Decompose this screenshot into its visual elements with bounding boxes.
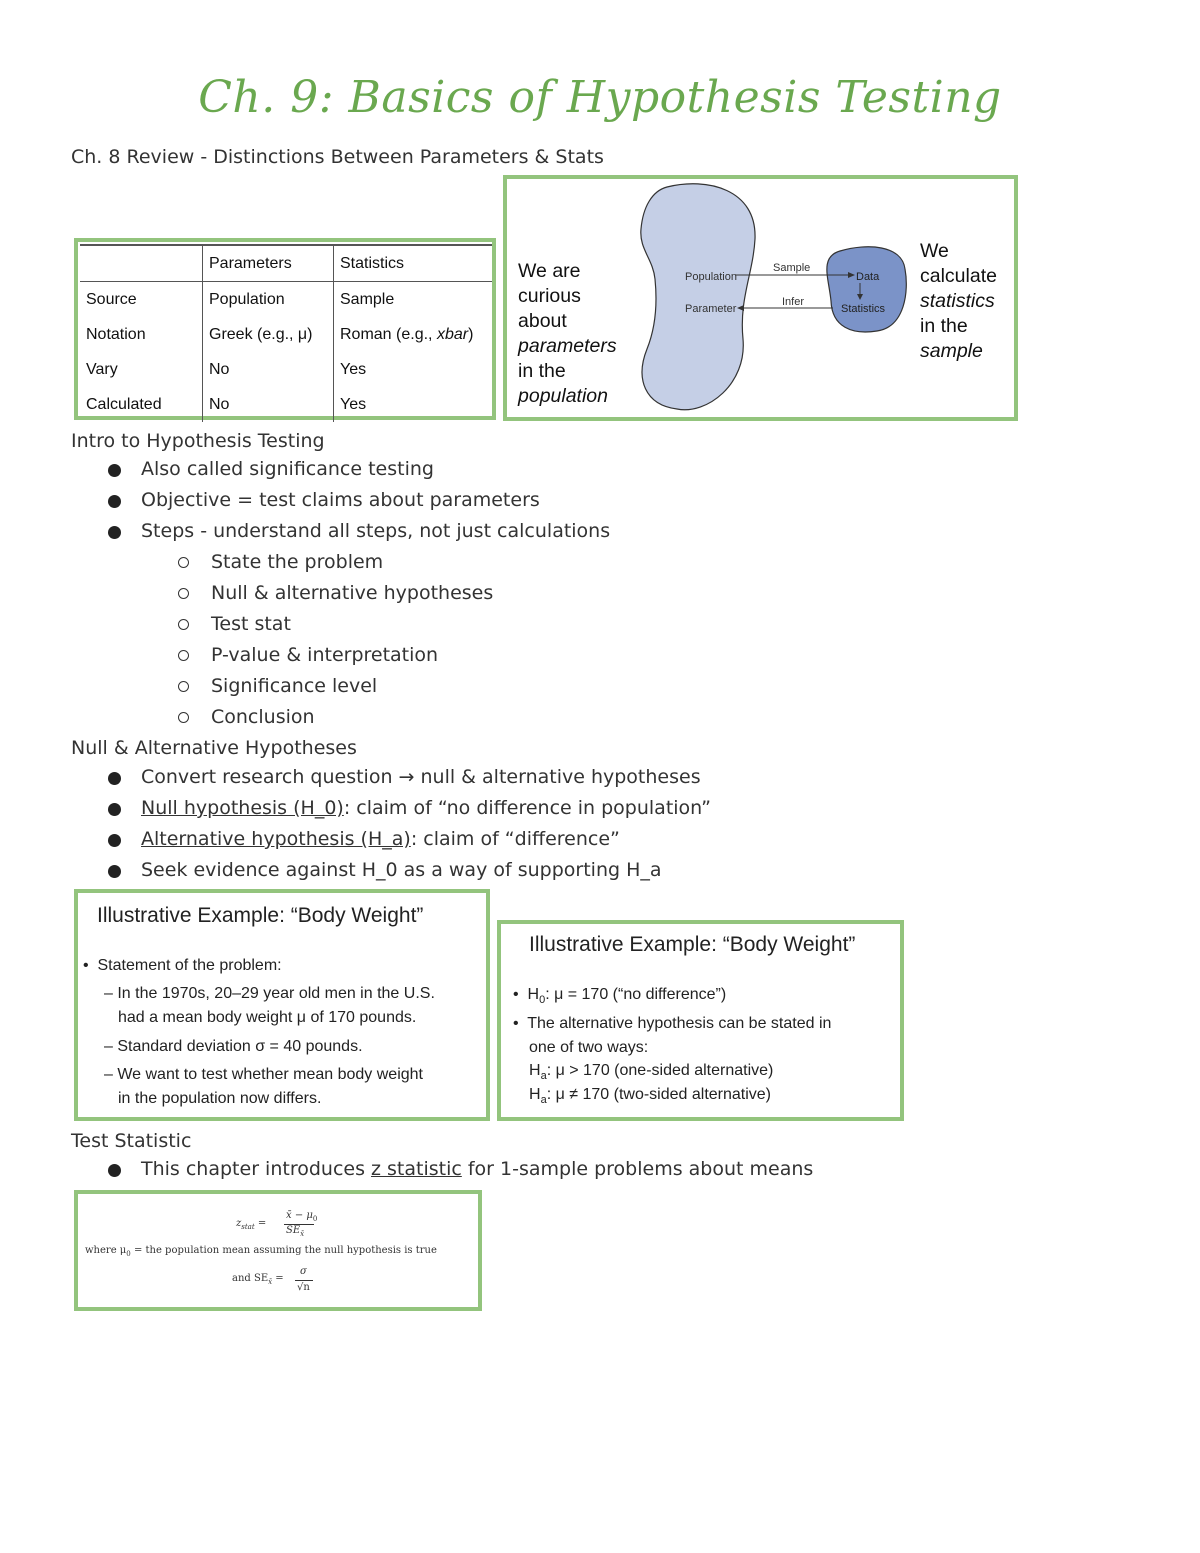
hypotheses-bullets <box>0 762 711 886</box>
null-hypothesis-term: Null hypothesis (H_0) <box>141 797 344 819</box>
circle-bullet-icon <box>178 557 189 568</box>
diagram-line: statistics <box>920 290 995 312</box>
z-stat-lhs: $z_{stat}$ = <box>236 1218 267 1231</box>
se-numerator: σ <box>300 1266 307 1277</box>
bullet-icon <box>108 526 121 539</box>
param-label: Parameter <box>685 303 737 315</box>
list-item: Null hypothesis (H_0): claim of “no difference in population” <box>0 793 711 824</box>
list-item: Alternative hypothesis (H_a): claim of “difference” <box>0 824 711 855</box>
table-row <box>80 387 492 422</box>
bullet-icon <box>108 834 121 847</box>
list-item: State the problem <box>0 547 493 578</box>
test-stat-heading: Test Statistic <box>71 1130 192 1152</box>
table-header-cell <box>80 245 203 282</box>
list-item: Objective = test claims about parameters <box>0 485 610 516</box>
example-hypotheses-slide <box>497 920 904 1121</box>
circle-bullet-icon <box>178 712 189 723</box>
list-item: This chapter introduces z statistic for 1-sample problems about means <box>0 1154 813 1185</box>
sample-label: Sample <box>773 262 811 274</box>
slide-line: had a mean body weight μ of 170 pounds. <box>118 1009 417 1026</box>
diagram-line: sample <box>920 340 983 362</box>
sample-blob <box>827 247 906 332</box>
notation-xbar: xbar <box>436 325 469 343</box>
z-stat-denominator: $SE_{x̄}$ <box>286 1225 305 1238</box>
test-stat-bullets <box>0 1154 813 1185</box>
list-item: Seek evidence against H_0 as a way of supporting H_a <box>0 855 711 886</box>
slide-bullet: • $H_0$: μ = 170 (“no difference”) <box>513 986 727 1007</box>
table-cell: Sample <box>340 290 395 308</box>
comparison-table-box <box>74 238 496 420</box>
z-stat-numerator: x̄ − $\mu_0$ <box>286 1210 318 1223</box>
table-cell: No <box>203 352 334 387</box>
diagram-line: parameters <box>518 335 617 357</box>
hypotheses-heading: Null & Alternative Hypotheses <box>71 737 357 759</box>
circle-bullet-icon <box>178 681 189 692</box>
example-problem-slide <box>74 889 490 1121</box>
bullet-icon <box>108 772 121 785</box>
circle-bullet-icon <box>178 588 189 599</box>
infer-label: Infer <box>782 296 805 308</box>
intro-bullets <box>0 454 610 547</box>
data-label: Data <box>856 271 880 283</box>
population-blob <box>641 184 755 410</box>
table-row <box>80 317 492 352</box>
table-cell: Notation <box>80 317 203 352</box>
slide-title: Illustrative Example: “Body Weight” <box>97 904 424 927</box>
slide-line: one of two ways: <box>529 1039 649 1056</box>
bullet-icon <box>108 865 121 878</box>
se-lhs: and $SE_{x̄}$ = <box>232 1273 284 1286</box>
slide-line: in the population now differs. <box>118 1090 322 1107</box>
table-cell: Yes <box>340 395 367 413</box>
list-item: Convert research question → null & alternative hypotheses <box>0 762 711 793</box>
population-sample-diagram <box>503 175 1018 421</box>
slide-line: $H_a$: μ > 170 (one-sided alternative) <box>529 1062 774 1083</box>
bullet-icon <box>108 803 121 816</box>
where-line: where $\mu_0$ = the population mean assuming the null hypothesis is true <box>85 1245 437 1258</box>
list-item: Test stat <box>0 609 493 640</box>
list-item: Steps - understand all steps, not just calculations <box>0 516 610 547</box>
table-cell: Vary <box>80 352 203 387</box>
se-denominator: √n <box>297 1282 310 1293</box>
diagram-line: population <box>518 385 608 407</box>
table-header-row <box>80 245 492 282</box>
fraction-bar <box>295 1280 313 1281</box>
table-cell: Source <box>80 282 203 318</box>
slide-title: Illustrative Example: “Body Weight” <box>529 933 856 956</box>
z-formula-box <box>74 1190 482 1311</box>
diagram-line: curious <box>518 285 581 307</box>
diagram-line: in the <box>920 315 968 337</box>
page-title: Ch. 9: Basics of Hypothesis Testing <box>198 72 1002 123</box>
table-cell: No <box>203 387 334 422</box>
bullet-icon <box>108 464 121 477</box>
slide-line: $H_a$: μ ≠ 170 (two-sided alternative) <box>529 1086 772 1107</box>
notation-close: ) <box>468 325 474 343</box>
slide-dash-item: – Standard deviation σ = 40 pounds. <box>104 1038 363 1055</box>
table-cell: Yes <box>340 360 367 378</box>
table-cell <box>334 317 493 352</box>
bullet-icon <box>108 495 121 508</box>
list-item: Conclusion <box>0 702 493 733</box>
diagram-right-text <box>920 239 997 364</box>
slide-bullet: • Statement of the problem: <box>83 957 282 974</box>
table-cell: Greek (e.g., μ) <box>203 317 334 352</box>
pop-label: Population <box>685 271 737 283</box>
circle-bullet-icon <box>178 650 189 661</box>
z-statistic-term: z statistic <box>371 1158 462 1180</box>
stats-label: Statistics <box>841 303 886 315</box>
intro-heading: Intro to Hypothesis Testing <box>71 430 325 452</box>
diagram-line: We <box>920 240 949 262</box>
review-heading: Ch. 8 Review - Distinctions Between Parameters & Stats <box>71 146 604 168</box>
table-row <box>80 282 492 318</box>
list-item: Null & alternative hypotheses <box>0 578 493 609</box>
table-cell: Population <box>203 282 334 318</box>
slide-dash-item: – In the 1970s, 20–29 year old men in the U.S. <box>104 985 435 1002</box>
table-header-parameters: Parameters <box>203 245 334 282</box>
diagram-line: calculate <box>920 265 997 287</box>
slide-dash-item: – We want to test whether mean body weight <box>104 1066 423 1083</box>
list-item: Also called significance testing <box>0 454 610 485</box>
table-cell: Calculated <box>80 387 203 422</box>
list-item: Significance level <box>0 671 493 702</box>
diagram-line: We are <box>518 260 581 282</box>
notation-roman: Roman (e.g., <box>340 325 437 343</box>
table-header-statistics: Statistics <box>334 245 493 282</box>
diagram-line: about <box>518 310 567 332</box>
bullet-icon <box>108 1164 121 1177</box>
circle-bullet-icon <box>178 619 189 630</box>
table-row <box>80 352 492 387</box>
diagram-line: in the <box>518 360 566 382</box>
comparison-table <box>80 244 492 422</box>
steps-list <box>0 547 493 733</box>
alt-hypothesis-term: Alternative hypothesis (H_a) <box>141 828 411 850</box>
slide-bullet: • The alternative hypothesis can be stated in <box>513 1015 832 1032</box>
list-item: P-value & interpretation <box>0 640 493 671</box>
